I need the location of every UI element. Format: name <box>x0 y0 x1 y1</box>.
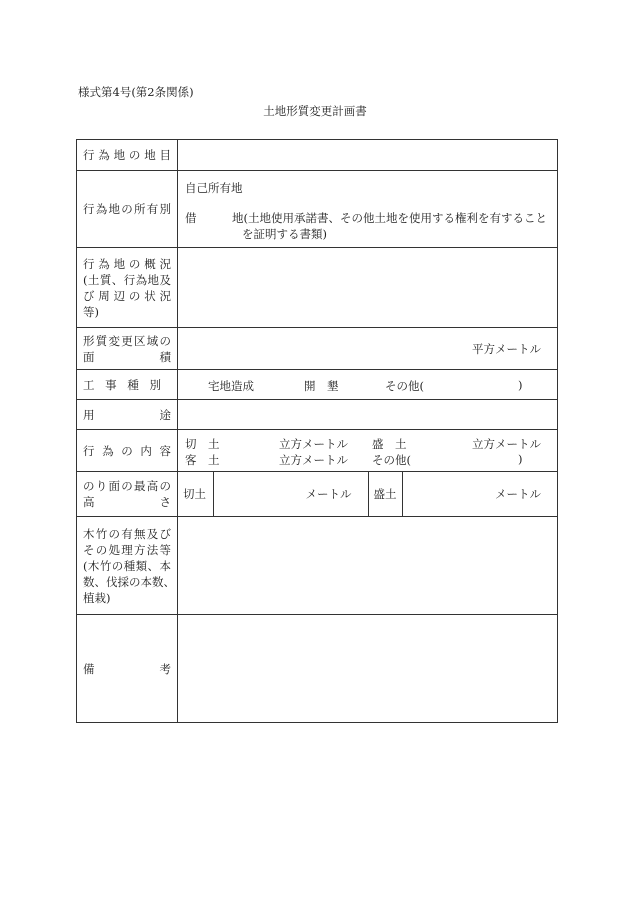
label-lot-category: 行 為 地 の 地 目 <box>83 148 171 162</box>
slope-cut-field[interactable] <box>213 472 368 516</box>
work-type-reclamation[interactable]: 開 墾 <box>304 379 339 393</box>
content-field <box>178 430 558 472</box>
label-overview-line: ( 土 質 、 行 為 地 及 <box>83 272 171 287</box>
label-overview <box>77 248 178 328</box>
land-alteration-plan-table <box>76 139 558 723</box>
area-field[interactable] <box>178 328 558 370</box>
lot-category-field[interactable] <box>178 140 558 171</box>
work-type-residential[interactable]: 宅地造成 <box>208 379 254 393</box>
content-other[interactable]: その他( <box>372 453 411 467</box>
content-guest: 客 土 <box>185 453 220 467</box>
label-slope-line1: の り 面 の 最 高 の <box>83 479 171 493</box>
label-cell <box>77 370 178 400</box>
slope-fill-label: 盛土 <box>368 472 402 516</box>
label-trees <box>77 517 178 615</box>
slope-fill-field[interactable] <box>402 472 557 516</box>
row-slope <box>77 472 558 517</box>
trees-field[interactable] <box>178 517 558 615</box>
label-slope-a: 高 <box>83 495 95 509</box>
row-trees <box>77 517 558 615</box>
label-trees-line: ( 木 竹 の 種 類 、 本 <box>83 558 171 573</box>
label-purpose-b: 途 <box>159 407 171 422</box>
content-other-close: ) <box>518 452 523 466</box>
label-remarks-b: 考 <box>159 661 171 676</box>
label-slope-b: さ <box>159 495 171 509</box>
label-overview-line: 行 為 地 の 概 況 <box>83 256 171 271</box>
ownership-field[interactable] <box>178 171 558 248</box>
label-trees-line: そ の 処 理 方 法 等 <box>83 542 171 557</box>
label-remarks-a: 備 <box>83 661 95 676</box>
label-overview-line: 等) <box>83 304 99 319</box>
row-content <box>77 430 558 472</box>
slope-field <box>178 472 558 517</box>
label-cell <box>77 430 178 472</box>
label-cell <box>77 140 178 171</box>
purpose-field[interactable] <box>178 400 558 430</box>
row-overview <box>77 248 558 328</box>
label-trees-line: 植栽) <box>83 590 111 605</box>
work-type-field <box>178 370 558 400</box>
remarks-field[interactable] <box>178 615 558 723</box>
content-fill-unit: 立方メートル <box>472 437 541 451</box>
slope-cut-label: 切土 <box>183 487 206 501</box>
borrowed-land-prefix[interactable]: 借 <box>185 211 197 225</box>
content-guest-unit: 立方メートル <box>279 453 348 467</box>
document-title: 土地形質変更計画書 <box>263 104 367 118</box>
label-purpose-a: 用 <box>83 407 95 422</box>
label-content: 行 為 の 内 容 <box>83 443 171 458</box>
work-type-other[interactable]: その他( <box>385 379 424 393</box>
own-land-option[interactable]: 自己所有地 <box>185 181 243 195</box>
label-trees-line: 数 、 伐 採 の 本 数 、 <box>83 574 175 589</box>
slope-fill-unit: メートル <box>495 487 541 501</box>
label-area-a: 面 <box>83 349 95 364</box>
label-cell <box>77 615 178 723</box>
label-area-b: 積 <box>159 349 171 364</box>
area-unit: 平方メートル <box>472 342 541 356</box>
label-cell <box>77 400 178 430</box>
content-cut: 切 土 <box>185 437 220 451</box>
slope-cut-unit: メートル <box>305 487 352 501</box>
content-fill: 盛 土 <box>372 437 407 451</box>
row-purpose <box>77 400 558 430</box>
borrowed-land-text-line2: を証明する書類) <box>242 227 327 241</box>
row-remarks <box>77 615 558 723</box>
overview-field[interactable] <box>178 248 558 328</box>
slope-subtable <box>178 472 557 516</box>
borrowed-land-text: 地(土地使用承諾書、その他土地を使用する権利を有すること <box>232 211 547 225</box>
label-work-type: 工 事 種 別 <box>83 377 161 392</box>
label-slope <box>77 472 178 517</box>
row-lot-category <box>77 140 558 171</box>
content-cut-unit: 立方メートル <box>279 437 348 451</box>
label-area <box>77 328 178 370</box>
row-ownership <box>77 171 558 248</box>
label-ownership: 行 為 地 の 所 有 別 <box>83 202 171 216</box>
row-area <box>77 328 558 370</box>
form-number: 様式第4号(第2条関係) <box>78 85 194 99</box>
label-overview-line: び 周 辺 の 状 況 <box>83 288 171 303</box>
row-work-type <box>77 370 558 400</box>
label-area-line1: 形 質 変 更 区 域 の <box>83 333 171 348</box>
work-type-other-close: ) <box>518 378 523 392</box>
label-cell <box>77 171 178 248</box>
label-trees-line: 木 竹 の 有 無 及 び <box>83 526 171 541</box>
